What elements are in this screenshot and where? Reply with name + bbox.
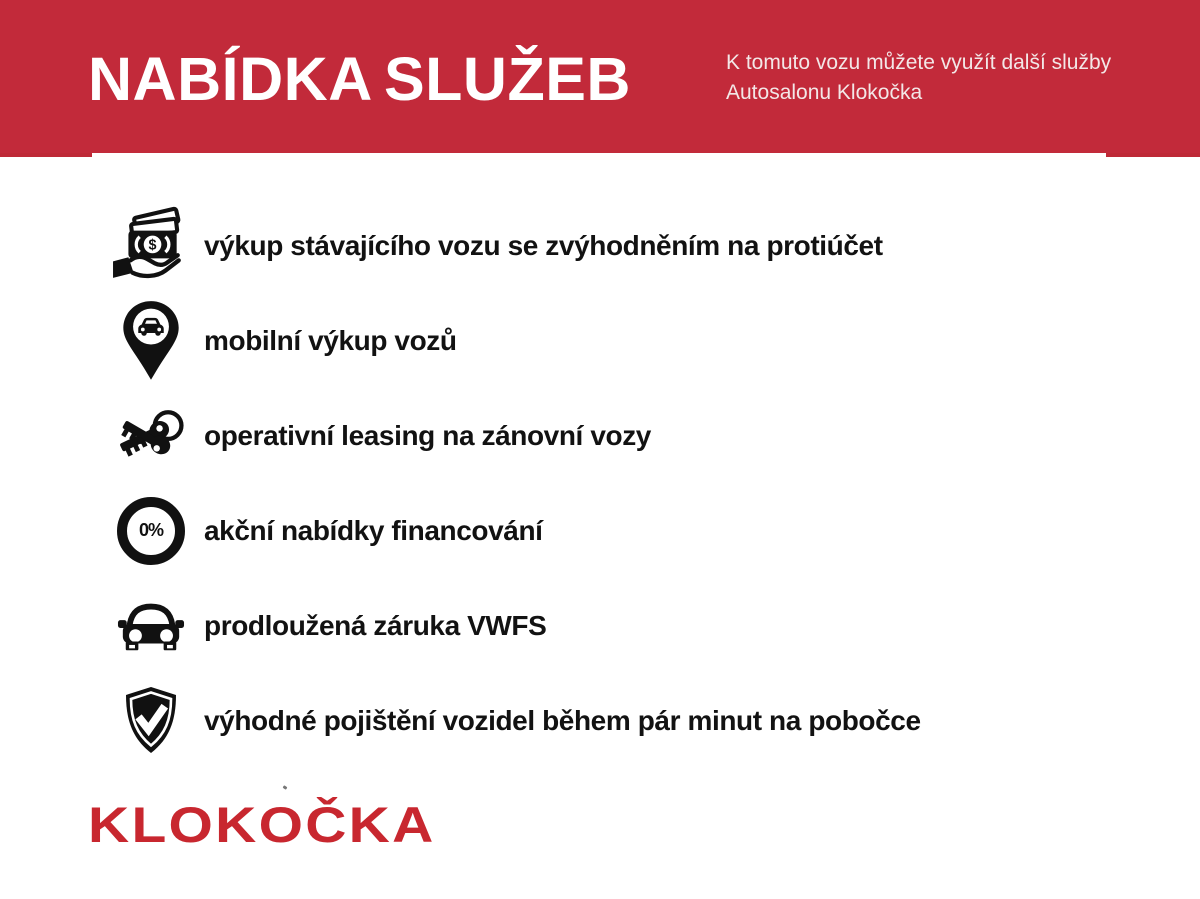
zero-percent-icon [112,483,190,578]
service-item-trade-in [0,198,1200,293]
car-keys-icon [112,388,190,483]
speck-artifact [283,785,288,790]
service-item-leasing [0,388,1200,483]
service-item-mobile-buyout [0,293,1200,388]
banner-subtitle-line1: K tomuto vozu můžete využít další služby [726,51,1112,74]
service-label: operativní leasing na zánovní vozy [204,419,651,451]
banner-left-notch [0,153,92,157]
cash-in-hand-icon [112,198,190,293]
footer [88,796,436,854]
service-label: výhodné pojištění vozidel během pár minut na pobočce [204,704,921,736]
banner-right-notch [1106,153,1200,157]
car-icon [112,578,190,673]
banner-subtitle-line2: Autosalonu Klokočka [726,81,923,104]
service-label: akční nabídky financování [204,514,543,546]
service-item-warranty [0,578,1200,673]
service-label: prodloužená záruka VWFS [204,609,547,641]
service-label: mobilní výkup vozů [204,324,457,356]
zero-percent-label: 0% [138,520,163,540]
service-item-insurance [0,673,1200,768]
page-title: NABÍDKA SLUŽEB [88,45,631,113]
car-location-pin-icon [112,293,190,388]
banner-subtitle [726,48,1111,108]
service-item-financing [0,483,1200,578]
header-banner [0,0,1200,153]
services-list [0,198,1200,768]
service-label: výkup stávajícího vozu se zvýhodněním na protiúčet [204,229,883,261]
zero-percent-ring [117,497,185,565]
klokocka-logo: KLOKOČKA [88,797,436,853]
svg-text:$: $ [148,237,157,254]
shield-check-icon [112,673,190,768]
